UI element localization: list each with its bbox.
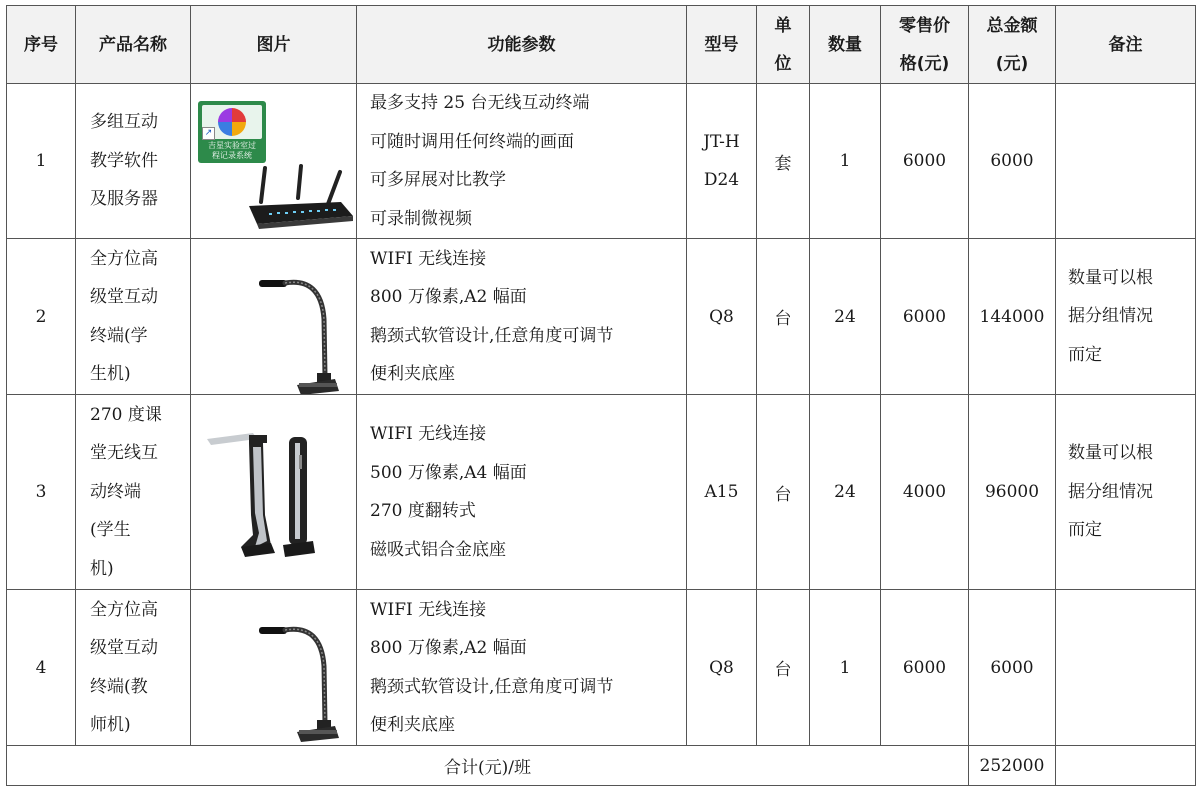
header-price-line: 格(元) <box>899 53 950 74</box>
header-unit <box>757 6 810 84</box>
flip-camera-image <box>191 395 356 589</box>
param-line: 可录制微视频 <box>370 208 472 229</box>
param-line: 最多支持 25 台无线互动终端 <box>370 93 590 113</box>
param-line: 鹅颈式软管设计,任意角度可调节 <box>370 325 614 346</box>
header-price <box>881 6 969 84</box>
cell-model: Q8 <box>687 239 757 395</box>
cell-name <box>76 590 191 746</box>
cell-name <box>76 239 191 395</box>
table-row <box>7 84 1196 239</box>
param-line: WIFI 无线连接 <box>370 599 487 620</box>
param-line: 270 度翻转式 <box>370 501 476 521</box>
header-params: 功能参数 <box>357 6 687 84</box>
name-line: 多组互动 <box>90 112 158 133</box>
table-row <box>7 395 1196 590</box>
cell-params <box>357 239 687 395</box>
header-note: 备注 <box>1056 6 1196 84</box>
cell-price: 6000 <box>881 590 969 746</box>
name-line: 堂无线互 <box>90 443 158 464</box>
cell-unit: 台 <box>757 395 810 590</box>
cell-unit: 台 <box>757 590 810 746</box>
header-row <box>7 6 1196 84</box>
param-line: 可多屏展对比教学 <box>370 170 506 190</box>
cell-params <box>357 395 687 590</box>
name-line: 270 度课 <box>90 404 162 425</box>
cell-model <box>687 84 757 239</box>
cell-qty: 1 <box>810 590 881 746</box>
cell-price: 6000 <box>881 239 969 395</box>
header-model: 型号 <box>687 6 757 84</box>
name-line: 动终端 <box>90 481 141 502</box>
header-total <box>969 6 1056 84</box>
cell-total: 144000 <box>969 239 1056 395</box>
router-image <box>191 84 356 239</box>
cell-model: A15 <box>687 395 757 590</box>
header-seq: 序号 <box>7 6 76 84</box>
header-qty: 数量 <box>810 6 881 84</box>
cell-image <box>191 239 357 395</box>
header-image: 图片 <box>191 6 357 84</box>
cell-seq: 1 <box>7 84 76 239</box>
param-line: 500 万像素,A4 幅面 <box>370 462 527 483</box>
grand-total: 252000 <box>969 746 1056 786</box>
cell-qty: 24 <box>810 239 881 395</box>
model-line: D24 <box>703 170 740 190</box>
header-total-line: (元) <box>995 53 1029 74</box>
name-line: 终端(学 <box>90 325 148 346</box>
header-total-line: 总金额 <box>986 15 1038 36</box>
cell-unit: 台 <box>757 239 810 395</box>
table-row <box>7 590 1196 746</box>
cell-params <box>357 590 687 746</box>
total-note <box>1056 746 1196 786</box>
cell-total: 6000 <box>969 84 1056 239</box>
shortcut-arrow-icon: ↗ <box>202 127 215 140</box>
app-icon-label: 程记录系统 <box>212 151 252 160</box>
cell-name <box>76 84 191 239</box>
param-line: WIFI 无线连接 <box>370 424 487 444</box>
cell-qty: 1 <box>810 84 881 239</box>
param-line: 便利夹底座 <box>370 715 455 735</box>
name-line: 全方位高 <box>90 599 158 620</box>
cell-image <box>191 590 357 746</box>
cell-price: 4000 <box>881 395 969 590</box>
cell-total: 96000 <box>969 395 1056 590</box>
param-line: WIFI 无线连接 <box>370 248 487 269</box>
name-line: (学生 <box>90 520 131 541</box>
cell-seq: 3 <box>7 395 76 590</box>
note-line: 数量可以根 <box>1068 443 1153 464</box>
cell-image <box>191 84 357 239</box>
param-line: 800 万像素,A2 幅面 <box>370 638 527 658</box>
name-line: 生机) <box>90 364 131 384</box>
cell-seq: 2 <box>7 239 76 395</box>
cell-name <box>76 395 191 590</box>
cell-model: Q8 <box>687 590 757 746</box>
note-line: 而定 <box>1068 520 1102 541</box>
total-label: 合计(元)/班 <box>7 746 969 786</box>
cell-total: 6000 <box>969 590 1056 746</box>
note-line: 据分组情况 <box>1068 481 1153 502</box>
name-line: 级堂互动 <box>90 287 158 307</box>
gooseneck-camera-image <box>191 590 356 745</box>
param-line: 鹅颈式软管设计,任意角度可调节 <box>370 676 614 697</box>
note-line: 而定 <box>1068 344 1102 365</box>
cell-seq: 4 <box>7 590 76 746</box>
name-line: 全方位高 <box>90 248 158 269</box>
cell-note <box>1056 395 1196 590</box>
cell-params <box>357 84 687 239</box>
quotation-table <box>6 5 1196 786</box>
note-line: 数量可以根 <box>1068 267 1153 288</box>
name-line: 及服务器 <box>90 189 158 210</box>
param-line: 便利夹底座 <box>370 364 455 384</box>
cell-note <box>1056 239 1196 395</box>
table-row <box>7 239 1196 395</box>
app-icon-label: 吉星实验室过 <box>208 141 256 150</box>
header-price-line: 零售价 <box>899 15 950 36</box>
name-line: 教学软件 <box>90 150 158 171</box>
param-line: 可随时调用任何终端的画面 <box>370 131 574 152</box>
cell-qty: 24 <box>810 395 881 590</box>
header-unit-line: 单 <box>774 15 792 36</box>
note-line: 据分组情况 <box>1068 306 1153 327</box>
header-name: 产品名称 <box>76 6 191 84</box>
cell-note <box>1056 590 1196 746</box>
cell-note <box>1056 84 1196 239</box>
cell-price: 6000 <box>881 84 969 239</box>
header-unit-line: 位 <box>774 53 792 74</box>
name-line: 师机) <box>90 715 131 735</box>
total-row <box>7 746 1196 786</box>
name-line: 终端(教 <box>90 676 148 697</box>
name-line: 机) <box>90 558 114 579</box>
model-line: JT-H <box>703 132 740 152</box>
param-line: 磁吸式铝合金底座 <box>370 539 506 560</box>
param-line: 800 万像素,A2 幅面 <box>370 287 527 307</box>
cell-unit: 套 <box>757 84 810 239</box>
cell-image <box>191 395 357 590</box>
name-line: 级堂互动 <box>90 638 158 658</box>
gooseneck-camera-image <box>191 239 356 394</box>
